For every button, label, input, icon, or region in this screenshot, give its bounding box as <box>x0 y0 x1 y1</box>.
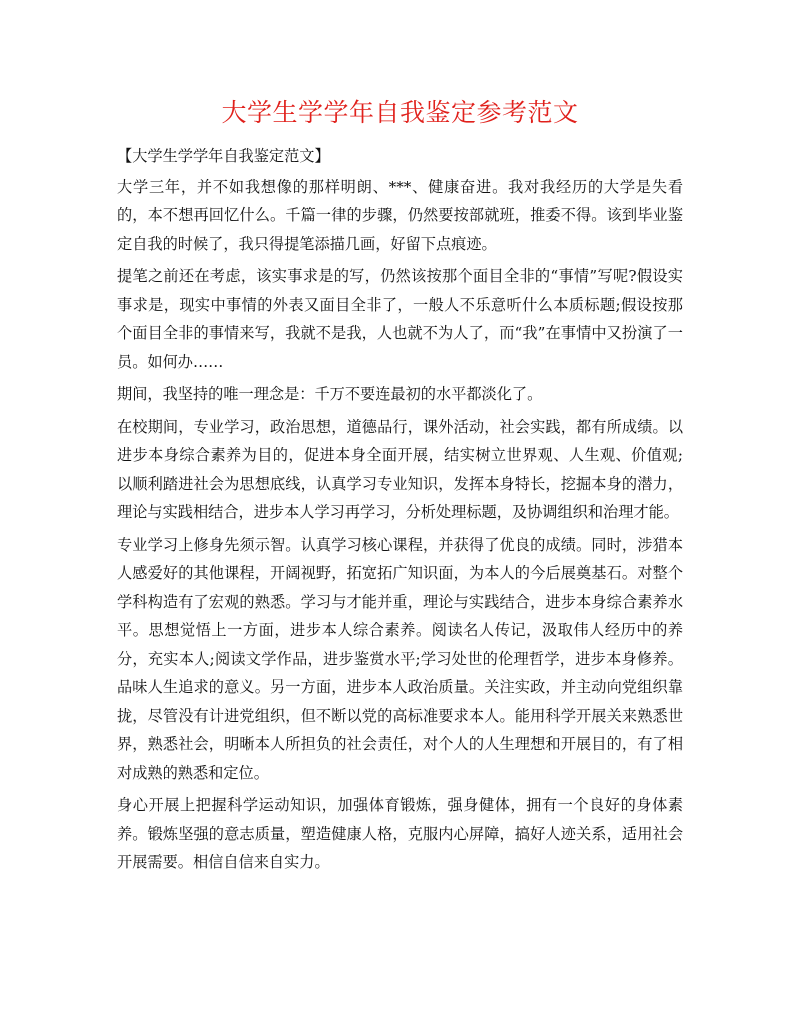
document-body <box>117 142 683 881</box>
document-title: 大学生学学年自我鉴定参考范文 <box>221 98 579 127</box>
body-paragraph: 在校期间，专业学习，政治思想，道德品行，课外活动，社会实践，都有所成绩。以进步本身综合素养为目的，促进本身全面开展，结实树立世界观、人生观、价值观;以顺利踏进社会为思想底线，认真学习专业知识，发挥本身特长，挖掘本身的潜力，理论与实践相结合，进步本人学习再学习，分析处理标题，及协调组织和治理才能。 <box>117 417 683 521</box>
body-paragraph: 身心开展上把握科学运动知识，加强体育锻炼，强身健体，拥有一个良好的身体素养。锻炼坚强的意志质量，塑造健康人格，克服内心屏障，搞好人迹关系，适用社会开展需要。相信自信来自实力。 <box>117 796 683 871</box>
body-paragraph: 大学三年，并不如我想像的那样明朗、***、健康奋进。我对我经历的大学是失看的，本不想再回忆什么。千篇一律的步骤，仍然要按部就班，推委不得。该到毕业鉴定自我的时候了，我只得提笔添描几画，好留下点痕迹。 <box>117 177 683 253</box>
subtitle-paragraph: 【大学生学学年自我鉴定范文】 <box>117 147 330 165</box>
body-paragraph: 专业学习上修身先须示智。认真学习核心课程，并获得了优良的成绩。同时，涉猎本人感爱好的其他课程，开阔视野，拓宽拓广知识面，为本人的今后展奠基石。对整个学科构造有了宏观的熟悉。学习与才能并重，理论与实践结合，进步本身综合素养水平。思想觉悟上一方面，进步本人综合素养。阅读名人传记，汲取伟人经历中的养分，充实本人;阅读文学作品，进步鉴赏水平;学习处世的伦理哲学，进步本身修养。品味人生追求的意义。另一方面，进步本人政治质量。关注实政，并主动向党组织靠拢，尽管没有计进党组织，但不断以党的高标准要求本人。能用科学开展关来熟悉世界，熟悉社会，明晰本人所担负的社会责任，对个人的人生理想和开展目的，有了相对成熟的熟悉和定位。 <box>117 535 683 782</box>
body-paragraph: 提笔之前还在考虑，该实事求是的写，仍然该按那个面目全非的“事情”写呢?假设实事求是，现实中事情的外表又面目全非了，一般人不乐意听什么本质标题;假设按那个面目全非的事情来写，我就不是我，人也就不为人了，而“我”在事情中又扮演了一员。如何办…… <box>117 267 683 371</box>
body-paragraph: 期间，我坚持的唯一理念是：千万不要连最初的水平都淡化了。 <box>117 385 543 403</box>
